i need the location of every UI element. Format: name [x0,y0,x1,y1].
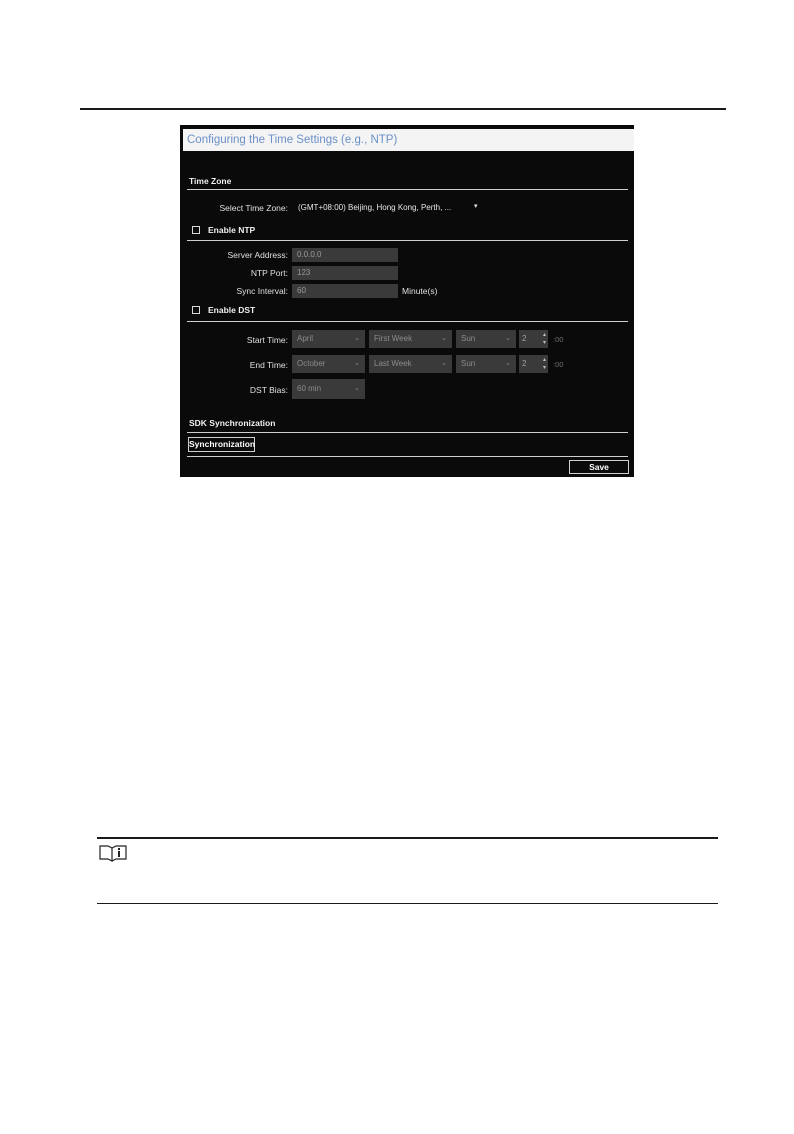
start-day-value: Sun [461,334,476,343]
dst-bias-label: DST Bias: [249,385,288,395]
end-hour-spinner[interactable] [519,355,548,373]
sync-interval-unit: Minute(s) [402,286,438,296]
end-week-value: Last Week [374,359,412,368]
section-divider [187,240,628,241]
start-hour-value: 2 [522,334,527,343]
time-zone-select[interactable] [294,200,490,215]
end-week-select[interactable] [369,355,452,373]
end-month-select[interactable] [292,355,365,373]
panel-title: Configuring the Time Settings (e.g., NTP) [183,129,634,151]
sync-interval-label: Sync Interval: [236,286,288,296]
end-month-value: October [297,359,326,368]
note-bottom-rule [97,903,718,904]
dst-bias-value: 60 min [297,384,322,393]
note-info-icon [99,845,127,863]
time-zone-section-title: Time Zone [189,176,232,186]
section-divider [187,432,628,433]
start-time-label: Start Time: [246,335,288,345]
chevron-down-icon: ⌄ [505,360,511,367]
end-time-label: End Time: [249,360,288,370]
chevron-down-icon: ⌄ [441,335,447,342]
time-zone-select-value: (GMT+08:00) Beijing, Hong Kong, Perth, ... [298,203,452,212]
end-minutes: :00 [553,360,564,369]
end-day-value: Sun [461,359,476,368]
start-hour-spinner[interactable] [519,330,548,348]
chevron-down-icon: ⌄ [354,360,360,367]
ntp-port-input[interactable]: 123 [292,266,398,280]
enable-dst-label: Enable DST [208,305,256,315]
server-address-label: Server Address: [227,250,288,260]
chevron-down-icon: ⌄ [354,335,360,342]
spinner-arrows-icon[interactable]: ▴ ▾ [542,357,546,371]
server-address-input[interactable]: 0.0.0.0 [292,248,398,262]
start-minutes: :00 [553,335,564,344]
sync-interval-input[interactable]: 60 [292,284,398,298]
chevron-down-icon: ⌄ [354,385,360,392]
end-hour-value: 2 [522,359,527,368]
start-month-select[interactable] [292,330,365,348]
spinner-arrows-icon[interactable]: ▴ ▾ [542,332,546,346]
chevron-down-icon: ⌄ [441,360,447,367]
sdk-sync-section-title: SDK Synchronization [189,418,276,428]
section-divider [187,456,628,457]
section-divider [187,189,628,190]
ntp-port-label: NTP Port: [250,268,288,278]
select-time-zone-label: Select Time Zone: [219,203,288,213]
page-header-rule [80,108,726,110]
enable-ntp-checkbox[interactable] [192,226,200,234]
end-day-select[interactable] [456,355,516,373]
enable-ntp-label: Enable NTP [208,225,256,235]
start-week-select[interactable] [369,330,452,348]
start-month-value: April [297,334,314,343]
start-week-value: First Week [374,334,413,343]
chevron-down-icon: ▾ [474,203,478,210]
save-button[interactable]: Save [569,460,629,474]
dst-bias-select[interactable] [292,379,365,399]
start-day-select[interactable] [456,330,516,348]
time-settings-panel [180,125,634,477]
note-top-rule [97,837,718,839]
synchronization-button[interactable]: Synchronization [188,437,255,452]
section-divider [187,321,628,322]
chevron-down-icon: ⌄ [505,335,511,342]
enable-dst-checkbox[interactable] [192,306,200,314]
